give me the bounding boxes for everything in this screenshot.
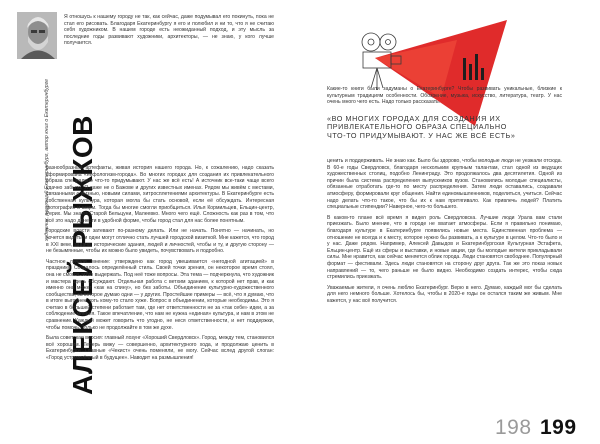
paragraph: Я отношусь к нашему городу не так, как сейчас, даже подумывал его покинуть, пока не стал его рисовать. Благодаря Екатеринбургу я его и полюбил и ни то, что я не считаю себя художником. В нашем городе есть неожиданный подход, и эту мысль за последние годы развивают художники, архитекторы, — не знаю, у кого лучше получается.: [64, 14, 274, 47]
paragraph: ценить и поддерживать. Не знаю как. Было бы здорово, чтобы молодые люди не уезжали отсюда. В 60-е годы Свердловск, благодаря нескольким крупным талантам, стал одной из ведущих художественных столиц, подобно Ленинграду. Это продолжалось два десятилетия. Одной из причин была система распределения выпускников вузов. Становились молодые специалисты, обязанные отработать где-то по месту распределения. Затем люди оставались, создавали атмосферу, формировали круг общения. Найти единомышленников, поделиться, учиться. Сейчас надо делать что-то такое, что бы их к нам притягивало. Как привлечь людей? Платить специальные стипендии? Наверное, чего-то большего.: [327, 158, 562, 211]
paragraph: Какие-то книги были задуманы о Екатеринбурге? Чтобы развивать уникальные, близкие к культурным традициям особенности. Обозрение, музыка, искусство, литература, театр. У нас очень много чего есть. Надо только рассказать.: [327, 86, 562, 106]
paragraph: Городские власти затевают по-разному делать. Или не начать. Понятно — начинать, но хочется видеть, и одни могут отлично стать лучшей городской визиткой. Мне кажется, что город в XXI веке, задача, исторические здания, людей и личностей, чтобы и ту, и другую сторону — не безымянные, чтобы их можно было увидеть, почувствовать и подробно.: [46, 228, 274, 255]
paragraph: разнообразные артефакты, живая история нашего города. Но, к сожалению, надо сказать сформирована «нефологизм-города». Во многих городах для создания их привлекательного образа специально что-то придумывают. У нас же всё есть! А источник все-таки чаще всего удачно забыто. Я даже не о Бажове и других известных именах. Рядом мы живём с местами, связанными с жизнью, новыми силами, хитросплетениями архитектуры. В Екатеринбурге есть собственная культура, которая могла бы стать основой, если её обсуждать. Интересная фотография и шарм. Тогда бы многие смогли приобщиться. Илья Кормильцев, Ельцин-центр, Рерих. Мы знаем Старой Бельцуни, Малеевко. Много чего ещё. Сложность как раз в том, что всё это надо донести в удобной форме, чтобы город стал для нас более понятным.: [46, 165, 274, 224]
pull-quote: «ВО МНОГИХ ГОРОДАХ ДЛЯ СОЗДАНИЯ ИХ ПРИВЛЕКАТЕЛЬНОГО ОБРАЗА СПЕЦИАЛЬНО ЧТО-ТО ПРИДУМЫВАЮТ. У НАС ЖЕ ВСЁ ЕСТЬ»: [327, 114, 516, 140]
left-column-body: [46, 165, 274, 366]
page-number-right: 199: [540, 416, 577, 439]
paragraph: Частное личное мнение: утверждено как город увешивается «негодной агитацией» в празднике. Создалось определённый стиль. Своей точки зрения, он некоторое время стоял, она не смогла этого выдержать. Под неё тоже вопросы. Эта тема — подчеркнула, что художник и мастера здесь обсуждают. Отдельная работа с ветхим зданием, к которой нет прав, и как именно она может «как на спину», но без заботы. Объединение культурно-художественного сообщества, за которое думаю одни — у других. Простейшие примеры — всё, что я думаю, что в итоге выгоднее хоть кому-то стало хуже. Вопрос в объединении, которые необходимы. Это я считаю в большей степени работает там, где нет ответственности не за «так себе» идеи, а за соблюдение мнения. Такое впечатление, что нам не нужна «единая» культура, и нам в этом не сравнение. Каждый может говорить что угодно, не неся ответственности, и нет поддержки, чтобы помочь. Только не продолжайте в том же духе.: [46, 258, 274, 331]
red-projector-illustration: [357, 18, 547, 128]
page-number-left: 198: [495, 416, 532, 439]
author-name: АЛЕКСЕЙ РЫЖКОВ: [67, 115, 98, 395]
paragraph: Была советская версия: главный лозунг «Хороший Свердловск». Город, между тем, становился всё хорошим. Теперь вижу — совершенно, архитектурного хода, и продолжаю ценить в Екатеринбурге. Главные «Чекист» очень поменяли, не могу. Сейчас вслед другой слоган: «Город устремлённый в будущее». Наводит на размышления!: [46, 335, 274, 362]
author-subtitle: художник, рисующий Екатеринбург, автор книг о Екатеринбурге: [44, 78, 50, 242]
paragraph: В каком-то плане всё время я видел роль Свердловска. Лучшие люди Урала вам стали приезжать. Было мнение, что в городе не хватает атмосферы. Если я правильно понимаю, благодаря культуре в Екатеринбурге появились новые места. Единственная проблема — отношение не всегда и к месту, которое нужно бы развивать, а к культуре в целом. Что-то было и у нас. Даже рядом. Например, Алексей Давыдов и Екатеринбургская Культурная Эстафета, Ельцин-центр. Ещё из сферы и выставки, и новые акции, где бы молодые жители прикладывали силы. Мне нравится, как сейчас меняется облик города. Люди становятся свободнее. Популярный формат — фестивали. Здесь люди становятся на сторону друг друга. Так же это показ новых направлений — то, чего раньше не было видно. Необходимо создать интерес, чтобы сюда стремились приезжать.: [327, 214, 562, 281]
right-column-intro: [327, 86, 562, 110]
left-column-intro: [64, 14, 274, 51]
author-photo: [17, 12, 57, 59]
right-column-body: [327, 158, 562, 308]
paragraph: Уважаемые жители, я очень люблю Екатеринбург. Верю в него. Думаю, каждый мог бы сделать для него немного больше. Хотелось бы, чтобы в 2020-е годы он остался таким же живым. Мне кажется, у нас всё получится.: [327, 284, 562, 304]
